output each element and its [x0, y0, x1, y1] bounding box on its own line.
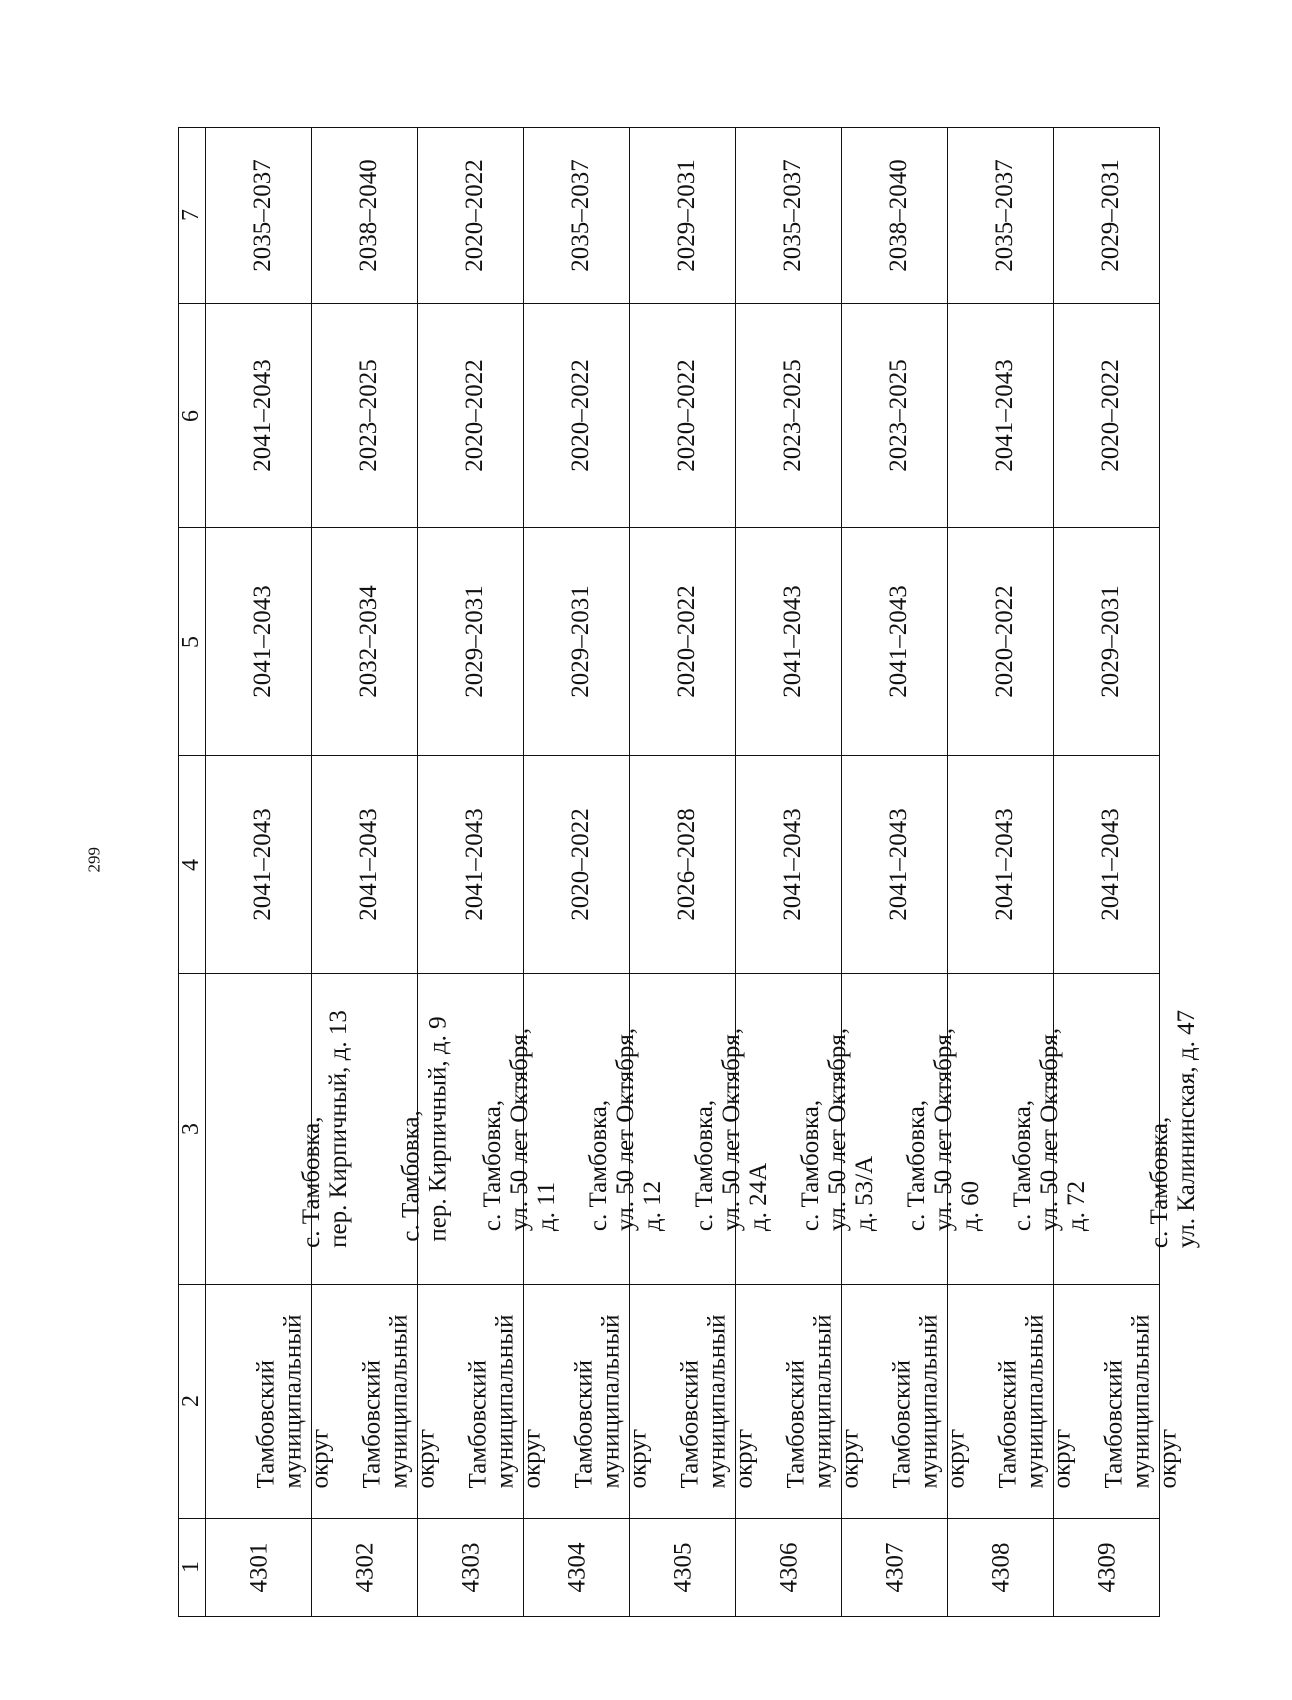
- cell-col7: 2035–2037: [206, 128, 312, 304]
- cell-col6: 2020–2022: [630, 303, 736, 528]
- cell-address-line: ул. 50 лет Октября,: [1036, 1027, 1064, 1231]
- cell-address-line: с. Тамбовка,: [903, 1099, 931, 1231]
- cell-col5: 2029–2031: [418, 528, 524, 756]
- cell-col5: 2041–2043: [736, 528, 842, 756]
- cell-address-line: с. Тамбовка,: [797, 1099, 825, 1231]
- cell-district-line: Тамбовский: [570, 1359, 598, 1489]
- cell-id: 4307: [842, 1518, 948, 1617]
- field-row-id: [179, 1518, 1160, 1617]
- register-table: [178, 127, 1201, 1617]
- cell-district-line: округ: [624, 1428, 652, 1489]
- cell-col5: 2041–2043: [206, 528, 312, 756]
- cell-col4: 2041–2043: [948, 756, 1054, 974]
- cell-col5: 2032–2034: [312, 528, 418, 756]
- column-number-header: 6: [179, 303, 206, 528]
- cell-col4: 2041–2043: [736, 756, 842, 974]
- cell-district-line: муниципальный: [915, 1314, 943, 1489]
- cell-col7: 2038–2040: [312, 128, 418, 304]
- cell-id: 4309: [1054, 1518, 1160, 1617]
- cell-district-line: муниципальный: [703, 1314, 731, 1489]
- cell-address-line: ул. 50 лет Октября,: [824, 1027, 852, 1231]
- cell-address-line: д. 12: [639, 1180, 667, 1231]
- cell-district-line: округ: [306, 1428, 334, 1489]
- cell-district-line: округ: [518, 1428, 546, 1489]
- rotated-table-container: [178, 127, 1201, 1617]
- field-row-c5: [179, 528, 1160, 756]
- cell-col6: 2023–2025: [736, 303, 842, 528]
- field-row-c6: [179, 303, 1160, 528]
- cell-col6: 2023–2025: [842, 303, 948, 528]
- cell-address-line: пер. Кирпичный, д. 9: [424, 1016, 452, 1242]
- cell-col7: 2038–2040: [842, 128, 948, 304]
- cell-col5: 2029–2031: [1054, 528, 1160, 756]
- cell-col6: 2020–2022: [524, 303, 630, 528]
- page-number: 299: [84, 847, 104, 873]
- cell-district-line: Тамбовский: [358, 1359, 386, 1489]
- cell-col5: 2020–2022: [630, 528, 736, 756]
- cell-col4: 2041–2043: [312, 756, 418, 974]
- cell-address-line: ул. 50 лет Октября,: [612, 1027, 640, 1231]
- cell-col4: 2041–2043: [842, 756, 948, 974]
- cell-col6: 2020–2022: [418, 303, 524, 528]
- cell-id: 4302: [312, 1518, 418, 1617]
- cell-district-line: Тамбовский: [464, 1359, 492, 1489]
- cell-col6: 2041–2043: [948, 303, 1054, 528]
- column-number-header: 2: [179, 1285, 206, 1518]
- cell-col7: 2035–2037: [948, 128, 1054, 304]
- cell-district-line: муниципальный: [1127, 1314, 1155, 1489]
- cell-address-line: ул. 50 лет Октября,: [930, 1027, 958, 1231]
- cell-address-line: д. 11: [533, 1181, 561, 1231]
- cell-address-line: с. Тамбовка,: [691, 1099, 719, 1231]
- cell-id: 4303: [418, 1518, 524, 1617]
- cell-district-line: Тамбовский: [676, 1359, 704, 1489]
- cell-district-line: округ: [836, 1428, 864, 1489]
- cell-district-line: муниципальный: [385, 1314, 413, 1489]
- cell-district-line: муниципальный: [279, 1314, 307, 1489]
- cell-col7: 2029–2031: [1054, 128, 1160, 304]
- cell-district-line: муниципальный: [809, 1314, 837, 1489]
- field-row-district: [179, 1285, 1160, 1518]
- cell-address-line: д. 53/А: [851, 1155, 879, 1231]
- cell-district-line: округ: [730, 1428, 758, 1489]
- cell-district-line: Тамбовский: [782, 1359, 810, 1489]
- cell-address-line: с. Тамбовка,: [397, 1110, 425, 1242]
- cell-district-line: муниципальный: [491, 1314, 519, 1489]
- cell-district-line: округ: [412, 1428, 440, 1489]
- cell-address-line: ул. 50 лет Октября,: [718, 1027, 746, 1231]
- cell-col6: 2023–2025: [312, 303, 418, 528]
- cell-col6: 2020–2022: [1054, 303, 1160, 528]
- cell-col5: 2029–2031: [524, 528, 630, 756]
- cell-col4: 2020–2022: [524, 756, 630, 974]
- cell-col4: 2041–2043: [1054, 756, 1160, 974]
- cell-id: 4305: [630, 1518, 736, 1617]
- cell-address-line: с. Тамбовка,: [479, 1099, 507, 1231]
- field-row-c7: [179, 128, 1160, 304]
- cell-district-line: округ: [1048, 1428, 1076, 1489]
- column-number-header: 1: [179, 1518, 206, 1617]
- cell-col5: 2041–2043: [842, 528, 948, 756]
- field-row-address: [179, 974, 1160, 1285]
- cell-id: 4308: [948, 1518, 1054, 1617]
- cell-address-line: д. 24А: [745, 1162, 773, 1231]
- cell-district: [206, 1285, 334, 1518]
- column-number-header: 4: [179, 756, 206, 974]
- cell-col7: 2035–2037: [524, 128, 630, 304]
- cell-address-line: с. Тамбовка,: [585, 1099, 613, 1231]
- cell-col7: 2029–2031: [630, 128, 736, 304]
- cell-col5: 2020–2022: [948, 528, 1054, 756]
- cell-district-line: Тамбовский: [888, 1359, 916, 1489]
- cell-district-line: Тамбовский: [1100, 1359, 1128, 1489]
- cell-address-line: с. Тамбовка,: [1009, 1099, 1037, 1231]
- cell-id: 4304: [524, 1518, 630, 1617]
- cell-col6: 2041–2043: [206, 303, 312, 528]
- cell-district-line: муниципальный: [1021, 1314, 1049, 1489]
- cell-address-line: д. 72: [1063, 1180, 1091, 1231]
- cell-address-line: пер. Кирпичный, д. 13: [325, 1010, 353, 1248]
- cell-id: 4306: [736, 1518, 842, 1617]
- cell-address-line: д. 60: [957, 1180, 985, 1231]
- table-body: [178, 128, 1201, 1617]
- cell-address-line: с. Тамбовка,: [298, 1116, 326, 1248]
- column-number-header: 7: [179, 128, 206, 304]
- cell-col4: 2041–2043: [206, 756, 312, 974]
- column-number-header: 3: [179, 974, 206, 1285]
- cell-col4: 2041–2043: [418, 756, 524, 974]
- cell-district-line: муниципальный: [597, 1314, 625, 1489]
- cell-id: 4301: [206, 1518, 312, 1617]
- cell-address-line: с. Тамбовка,: [1146, 1116, 1174, 1249]
- cell-district-line: Тамбовский: [994, 1359, 1022, 1489]
- cell-address: [206, 974, 353, 1285]
- cell-col7: 2020–2022: [418, 128, 524, 304]
- cell-address-line: ул. 50 лет Октября,: [506, 1027, 534, 1231]
- cell-district-line: округ: [1154, 1428, 1182, 1489]
- cell-col7: 2035–2037: [736, 128, 842, 304]
- cell-district-line: Тамбовский: [252, 1359, 280, 1489]
- field-row-c4: [179, 756, 1160, 974]
- cell-col4: 2026–2028: [630, 756, 736, 974]
- column-number-header: 5: [179, 528, 206, 756]
- cell-district-line: округ: [942, 1428, 970, 1489]
- cell-address-line: ул. Калининская, д. 47: [1173, 1010, 1201, 1249]
